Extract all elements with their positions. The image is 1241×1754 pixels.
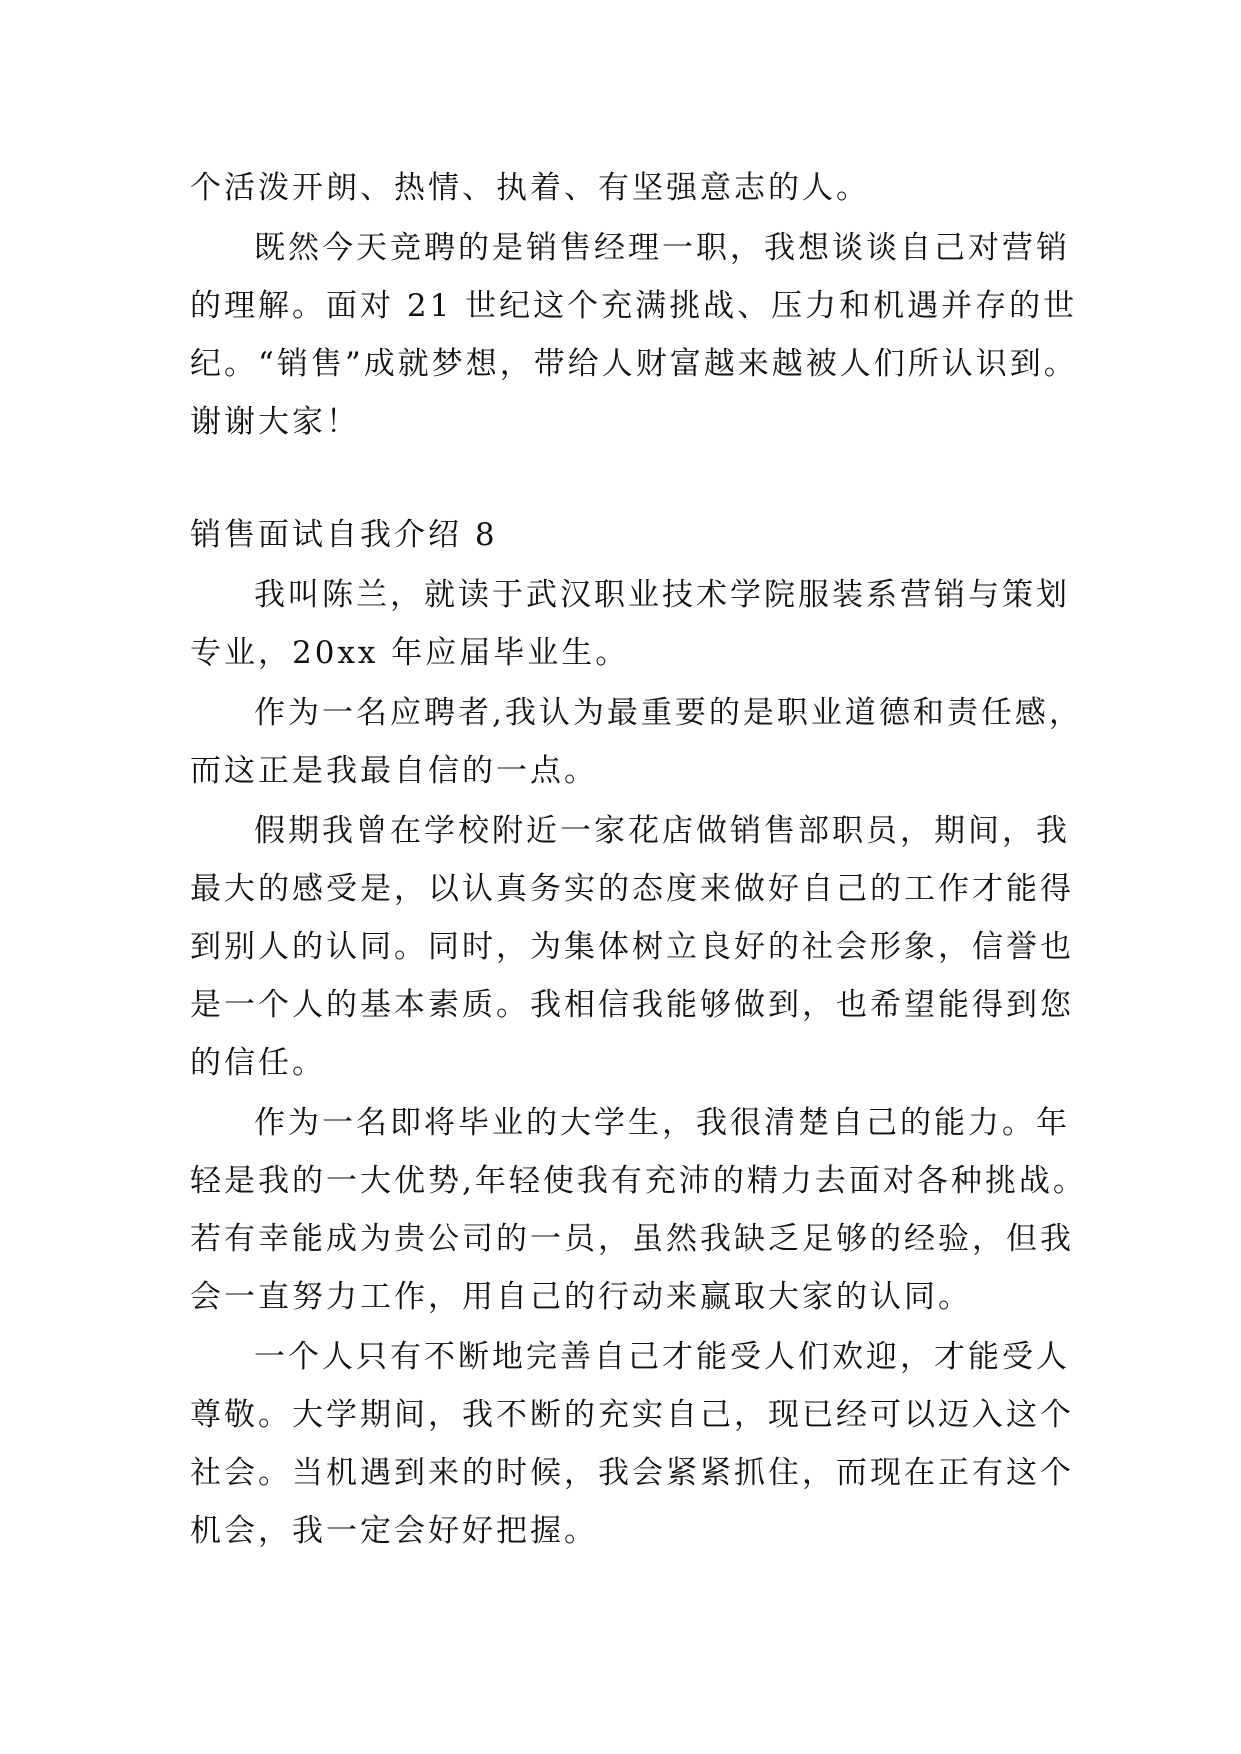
text-line: 轻是我的一大优势,年轻使我有充沛的精力去面对各种挑战。 (190, 1163, 1087, 1199)
text-line: 到别人的认同。同时，为集体树立良好的社会形象，信誉也 (190, 929, 1074, 965)
paragraph-first-line: 既然今天竞聘的是销售经理一职，我想谈谈自己对营销 (254, 230, 1070, 266)
section-heading: 销售面试自我介绍 8 (190, 517, 498, 553)
text-line: 会一直努力工作，用自己的行动来赢取大家的认同。 (190, 1279, 972, 1315)
paragraph-first-line: 假期我曾在学校附近一家花店做销售部职员，期间，我 (254, 813, 1070, 849)
paragraph-first-line: 我叫陈兰，就读于武汉职业技术学院服装系营销与策划 (254, 577, 1070, 613)
text-line: 最大的感受是，以认真务实的态度来做好自己的工作才能得 (190, 871, 1074, 907)
text-line: 谢谢大家！ (190, 404, 360, 440)
text-line: 机会，我一定会好好把握。 (190, 1513, 598, 1549)
text-line: 纪。“销售”成就梦想，带给人财富越来越被人们所认识到。 (190, 346, 1078, 382)
text-line: 而这正是我最自信的一点。 (190, 753, 598, 789)
text-line: 的信任。 (190, 1045, 326, 1081)
paragraph-first-line: 作为一名即将毕业的大学生，我很清楚自己的能力。年 (254, 1105, 1070, 1141)
text-line: 是一个人的基本素质。我相信我能够做到，也希望能得到您 (190, 987, 1074, 1023)
text-line: 专业，20xx 年应届毕业生。 (190, 635, 630, 671)
paragraph-first-line: 作为一名应聘者,我认为最重要的是职业道德和责任感， (254, 695, 1083, 731)
paragraph-first-line: 一个人只有不断地完善自己才能受人们欢迎，才能受人 (254, 1339, 1070, 1375)
text-line: 若有幸能成为贵公司的一员，虽然我缺乏足够的经验，但我 (190, 1221, 1074, 1257)
text-line: 社会。当机遇到来的时候，我会紧紧抓住，而现在正有这个 (190, 1455, 1074, 1491)
text-line: 个活泼开朗、热情、执着、有坚强意志的人。 (190, 170, 870, 206)
text-line: 尊敬。大学期间，我不断的充实自己，现已经可以迈入这个 (190, 1397, 1074, 1433)
text-line: 的理解。面对 21 世纪这个充满挑战、压力和机遇并存的世 (190, 288, 1078, 324)
